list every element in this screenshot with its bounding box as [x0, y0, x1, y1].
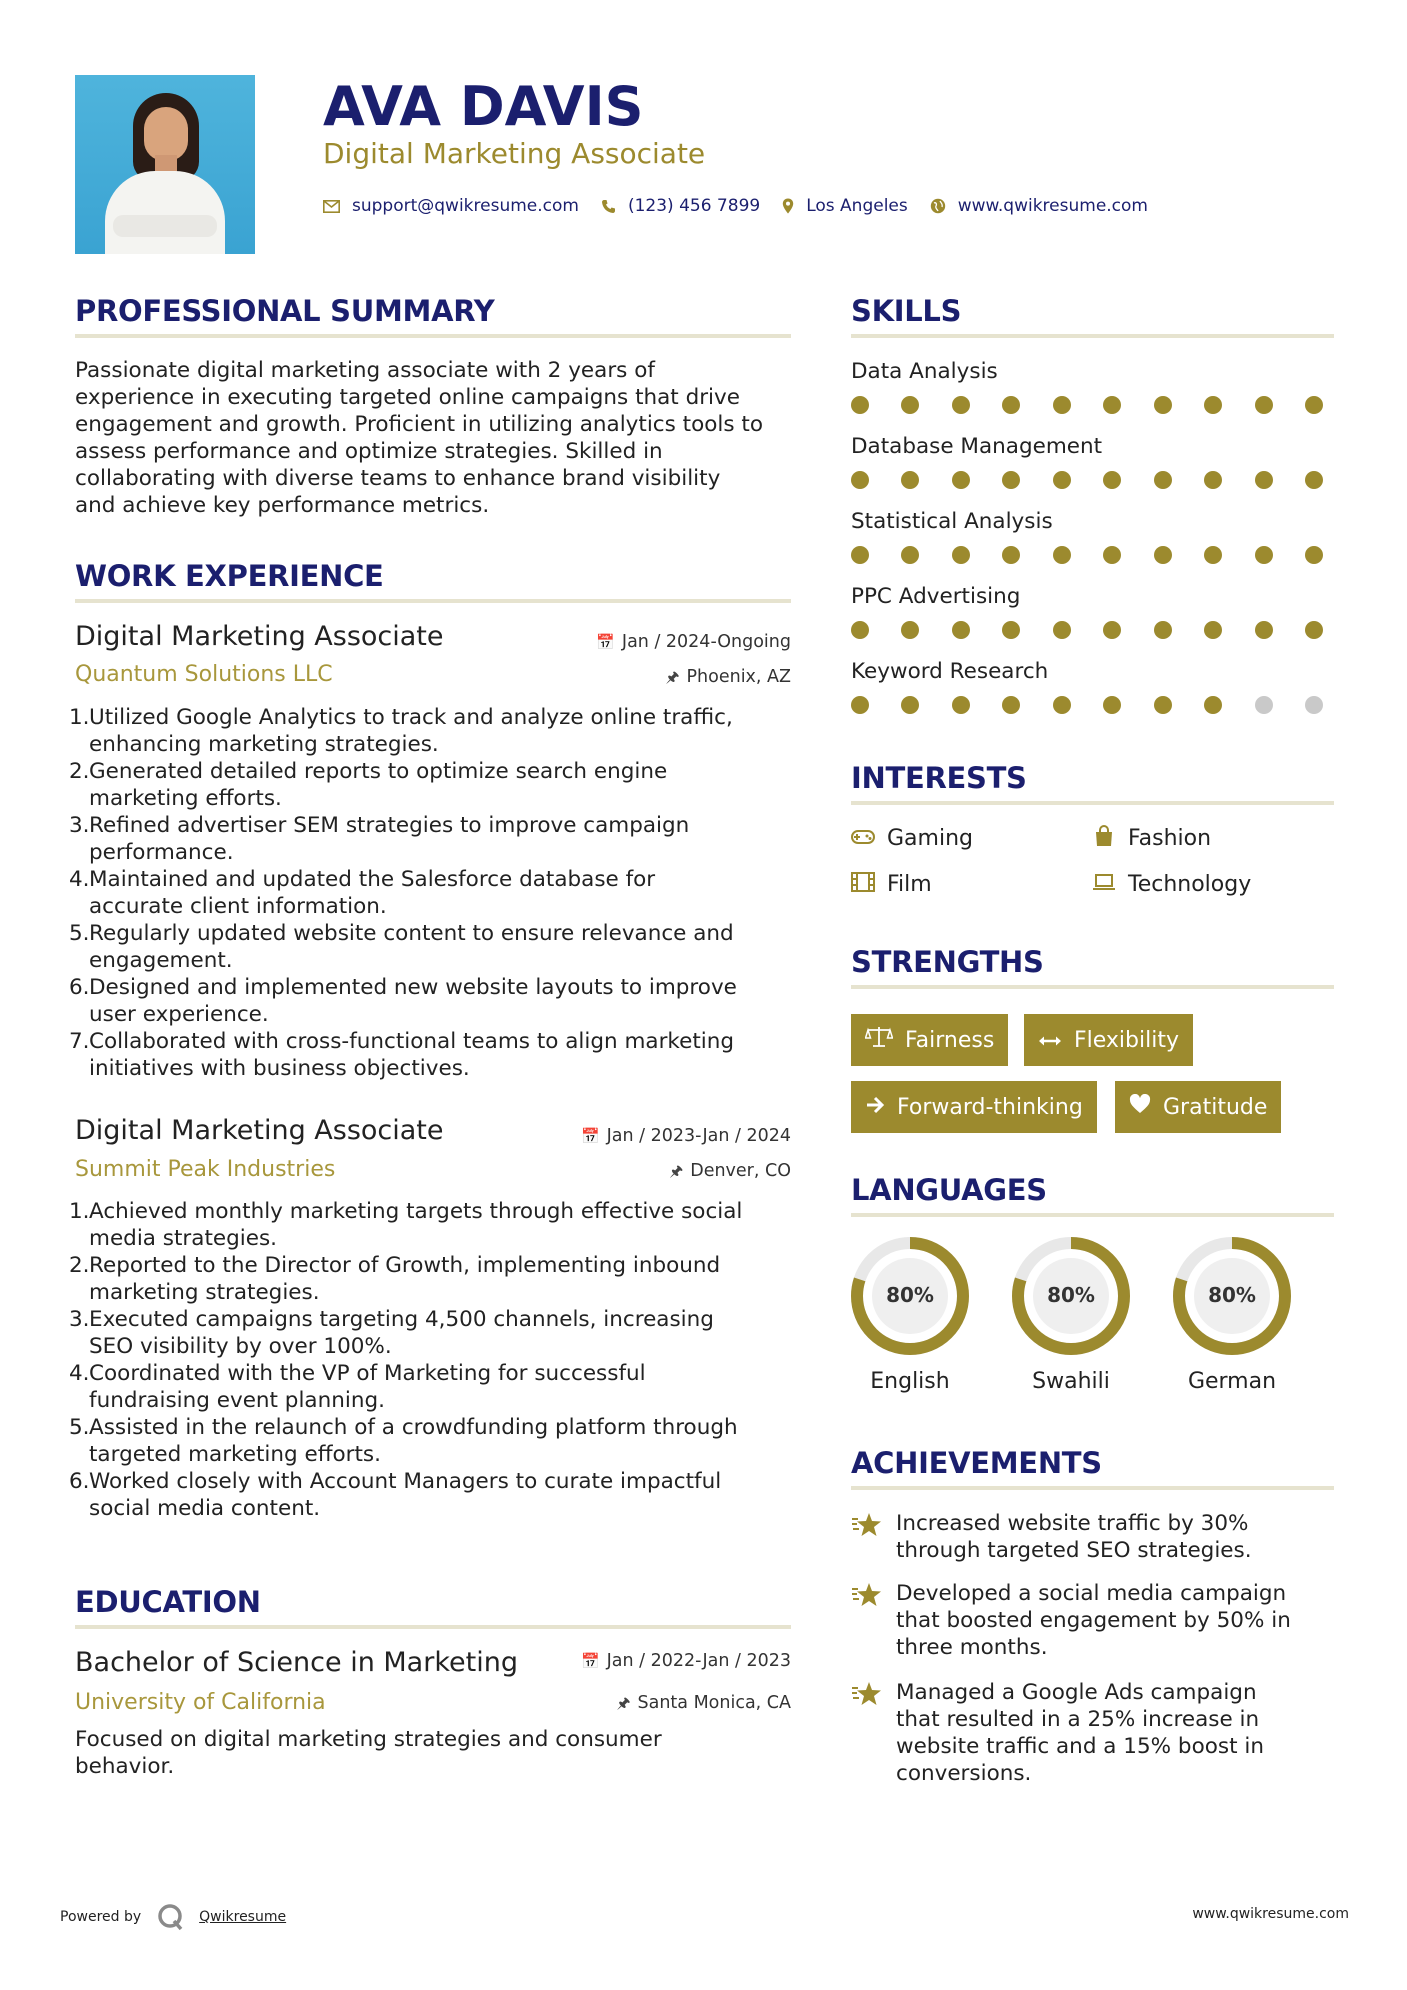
skill-name: Data Analysis [851, 359, 998, 384]
skill-name: Statistical Analysis [851, 509, 1053, 534]
language-name: German [1187, 1369, 1277, 1394]
skill-dot-filled [1204, 471, 1222, 489]
skill-dot-filled [901, 471, 919, 489]
skill-dot-filled [1053, 471, 1071, 489]
skill-rating [851, 621, 1323, 639]
arrows-horizontal-icon [1038, 1028, 1062, 1053]
language-percent: 80% [1208, 1283, 1256, 1307]
summary-text: Passionate digital marketing associate with 2 years of experience in executing targeted online campaigns that drive engagement and growth. Proficient in utilizing analytics tools to assess performance and optimize strategies. Skilled in collaborating with diverse teams to enhance brand visibility and achieve key performance metrics. [75, 358, 763, 518]
skill-dot-filled [1154, 396, 1172, 414]
achievement-item: Managed a Google Ads campaign that resulted in a 25% increase in website traffic and a 15% boost in conversions. [896, 1680, 1264, 1786]
pushpin-icon: 🖈 [669, 1162, 684, 1180]
strengths-heading: STRENGTHS [851, 945, 1044, 979]
skill-dot-filled [1103, 621, 1121, 639]
list-item: 4. Coordinated with the VP of Marketing for successful fundraising event planning. [69, 1361, 646, 1413]
interest-item: Film [851, 870, 932, 898]
skill-dot-filled [1204, 696, 1222, 714]
candidate-name: AVA DAVIS [323, 75, 644, 138]
job-2-location: 🖈 Denver, CO [669, 1161, 791, 1181]
skill-dot-filled [1305, 471, 1323, 489]
skill-dot-filled [1154, 696, 1172, 714]
education-divider [75, 1625, 791, 1629]
skill-dot-filled [901, 396, 919, 414]
language-percent: 80% [1047, 1283, 1095, 1307]
interest-item: Fashion [1092, 824, 1211, 852]
footer-url[interactable]: www.qwikresume.com [1192, 1906, 1349, 1922]
list-item: 1. Achieved monthly marketing targets through effective social media strategies. [69, 1199, 743, 1251]
interests-divider [851, 801, 1334, 805]
skill-dot-filled [952, 471, 970, 489]
gamepad-icon [851, 826, 875, 850]
list-item: 5. Assisted in the relaunch of a crowdfunding platform through targeted marketing efforts. [69, 1415, 738, 1467]
strength-chip: Fairness [851, 1014, 1008, 1066]
list-item: 2. Generated detailed reports to optimize search engine marketing efforts. [69, 759, 668, 811]
language-item [849, 1235, 971, 1394]
skill-dot-filled [1002, 546, 1020, 564]
calendar-icon: 📅 [596, 633, 615, 651]
skill-dot-filled [851, 546, 869, 564]
globe-icon [930, 198, 946, 214]
strength-chip: Flexibility [1024, 1014, 1193, 1066]
skill-dot-filled [1154, 621, 1172, 639]
skill-dot-filled [851, 696, 869, 714]
footer-powered-by [60, 1903, 286, 1931]
strength-chip: Forward-thinking [851, 1081, 1097, 1133]
balance-scale-icon [865, 1026, 893, 1054]
language-name: Swahili [1032, 1369, 1110, 1394]
star-icon [851, 1680, 883, 1714]
list-item: 6. Worked closely with Account Managers to curate impactful social media content. [69, 1469, 722, 1521]
skill-rating [851, 546, 1323, 564]
skill-dot-filled [1053, 621, 1071, 639]
skill-dot-filled [1305, 621, 1323, 639]
interests-heading: INTERESTS [851, 761, 1027, 795]
achievement-item: Increased website traffic by 30% through targeted SEO strategies. [896, 1511, 1252, 1563]
skill-name: Database Management [851, 434, 1103, 459]
education-degree: Bachelor of Science in Marketing [75, 1647, 518, 1678]
skill-dot-filled [1154, 471, 1172, 489]
skill-dot-filled [1002, 471, 1020, 489]
achievements-divider [851, 1486, 1334, 1490]
job-2-dates: 📅 Jan / 2023-Jan / 2024 [580, 1126, 791, 1146]
skill-rating [851, 471, 1323, 489]
contact-website[interactable]: www.qwikresume.com [957, 196, 1148, 216]
languages-heading: LANGUAGES [851, 1173, 1047, 1207]
qwikresume-link[interactable]: Qwikresume [199, 1909, 287, 1925]
job-2-company: Summit Peak Industries [75, 1157, 336, 1182]
star-icon [851, 1511, 883, 1545]
skill-dot-filled [1053, 396, 1071, 414]
skill-dot-filled [1002, 621, 1020, 639]
job-1-company: Quantum Solutions LLC [75, 662, 333, 687]
list-item: 4. Maintained and updated the Salesforce database for accurate client information. [69, 867, 656, 919]
skill-dot-filled [1204, 546, 1222, 564]
laptop-icon [1092, 872, 1116, 896]
skill-dot-filled [1103, 696, 1121, 714]
language-item [1010, 1235, 1132, 1394]
candidate-title: Digital Marketing Associate [323, 137, 706, 170]
skill-dot-filled [851, 621, 869, 639]
skill-name: PPC Advertising [851, 584, 1021, 609]
job-2-title: Digital Marketing Associate [75, 1115, 444, 1146]
phone-icon [601, 199, 616, 214]
skill-dot-filled [1103, 396, 1121, 414]
job-1-dates: 📅 Jan / 2024-Ongoing [596, 632, 791, 652]
list-item: 7. Collaborated with cross-functional teams to align marketing initiatives with business objectives. [69, 1029, 735, 1081]
envelope-icon [323, 200, 340, 213]
skill-dot-filled [1255, 621, 1273, 639]
skill-rating [851, 396, 1323, 414]
job-1-bullets [69, 704, 799, 1082]
list-item: 1. Utilized Google Analytics to track and analyze online traffic, enhancing marketing strategies. [69, 705, 733, 757]
pushpin-icon: 🖈 [665, 668, 680, 686]
language-item [1171, 1235, 1293, 1394]
skill-dot-filled [952, 396, 970, 414]
powered-by-label: Powered by [60, 1909, 142, 1925]
skill-dot-filled [901, 621, 919, 639]
skill-dot-filled [1154, 546, 1172, 564]
education-heading: EDUCATION [75, 1585, 261, 1619]
achievement-item: Developed a social media campaign that boosted engagement by 50% in three months. [896, 1581, 1291, 1660]
education-location: 🖈 Santa Monica, CA [616, 1693, 791, 1713]
skill-dot-empty [1255, 696, 1273, 714]
skill-dot-filled [901, 546, 919, 564]
skill-name: Keyword Research [851, 659, 1049, 684]
skills-divider [851, 334, 1334, 338]
skill-dot-filled [952, 546, 970, 564]
experience-heading: WORK EXPERIENCE [75, 559, 384, 593]
contact-email[interactable]: support@qwikresume.com [352, 196, 579, 216]
job-2-bullets [69, 1198, 799, 1522]
skill-dot-filled [1204, 621, 1222, 639]
qwikresume-logo-icon [157, 1903, 185, 1931]
skill-dot-filled [1255, 396, 1273, 414]
contact-bar [323, 194, 1170, 218]
skill-dot-filled [1204, 396, 1222, 414]
languages-divider [851, 1213, 1334, 1217]
skill-dot-filled [1305, 546, 1323, 564]
heart-icon [1129, 1094, 1151, 1120]
film-icon [851, 872, 875, 897]
pushpin-icon: 🖈 [616, 1694, 631, 1712]
job-1-title: Digital Marketing Associate [75, 621, 444, 652]
achievements-heading: ACHIEVEMENTS [851, 1446, 1102, 1480]
skill-dot-empty [1305, 696, 1323, 714]
list-item: 2. Reported to the Director of Growth, implementing inbound marketing strategies. [69, 1253, 721, 1305]
skill-dot-filled [952, 696, 970, 714]
list-item: 6. Designed and implemented new website layouts to improve user experience. [69, 975, 737, 1027]
skill-dot-filled [1053, 696, 1071, 714]
arrow-right-icon [865, 1095, 885, 1120]
contact-phone[interactable]: (123) 456 7899 [627, 196, 761, 216]
star-icon [851, 1581, 883, 1615]
skill-dot-filled [851, 396, 869, 414]
skills-heading: SKILLS [851, 294, 962, 328]
interest-item: Technology [1092, 870, 1251, 898]
skill-rating [851, 696, 1323, 714]
skill-dot-filled [1002, 396, 1020, 414]
list-item: 5. Regularly updated website content to ensure relevance and engagement. [69, 921, 734, 973]
profile-photo [75, 75, 255, 254]
calendar-icon: 📅 [580, 1652, 600, 1670]
skill-dot-filled [1103, 546, 1121, 564]
summary-heading: PROFESSIONAL SUMMARY [75, 294, 495, 328]
contact-location: Los Angeles [806, 196, 908, 216]
skill-dot-filled [952, 621, 970, 639]
list-item: 3. Executed campaigns targeting 4,500 channels, increasing SEO visibility by over 100%. [69, 1307, 714, 1359]
education-school: University of California [75, 1690, 326, 1715]
skill-dot-filled [1305, 396, 1323, 414]
skill-dot-filled [1002, 696, 1020, 714]
map-marker-icon [782, 198, 794, 214]
education-description: Focused on digital marketing strategies and consumer behavior. [75, 1727, 662, 1779]
experience-divider [75, 599, 791, 603]
skill-dot-filled [851, 471, 869, 489]
education-dates: 📅 Jan / 2022-Jan / 2023 [580, 1651, 791, 1671]
skill-dot-filled [1255, 546, 1273, 564]
skill-dot-filled [1053, 546, 1071, 564]
list-item: 3. Refined advertiser SEM strategies to improve campaign performance. [69, 813, 690, 865]
strength-chip: Gratitude [1115, 1081, 1281, 1133]
skill-dot-filled [1255, 471, 1273, 489]
skill-dot-filled [901, 696, 919, 714]
language-name: English [870, 1369, 950, 1394]
interest-item: Gaming [851, 824, 973, 852]
language-percent: 80% [886, 1283, 934, 1307]
job-1-location: 🖈 Phoenix, AZ [665, 667, 791, 687]
strengths-divider [851, 985, 1334, 989]
skill-dot-filled [1103, 471, 1121, 489]
summary-divider [75, 334, 791, 338]
shopping-bag-icon [1092, 825, 1116, 852]
calendar-icon: 📅 [580, 1127, 600, 1145]
